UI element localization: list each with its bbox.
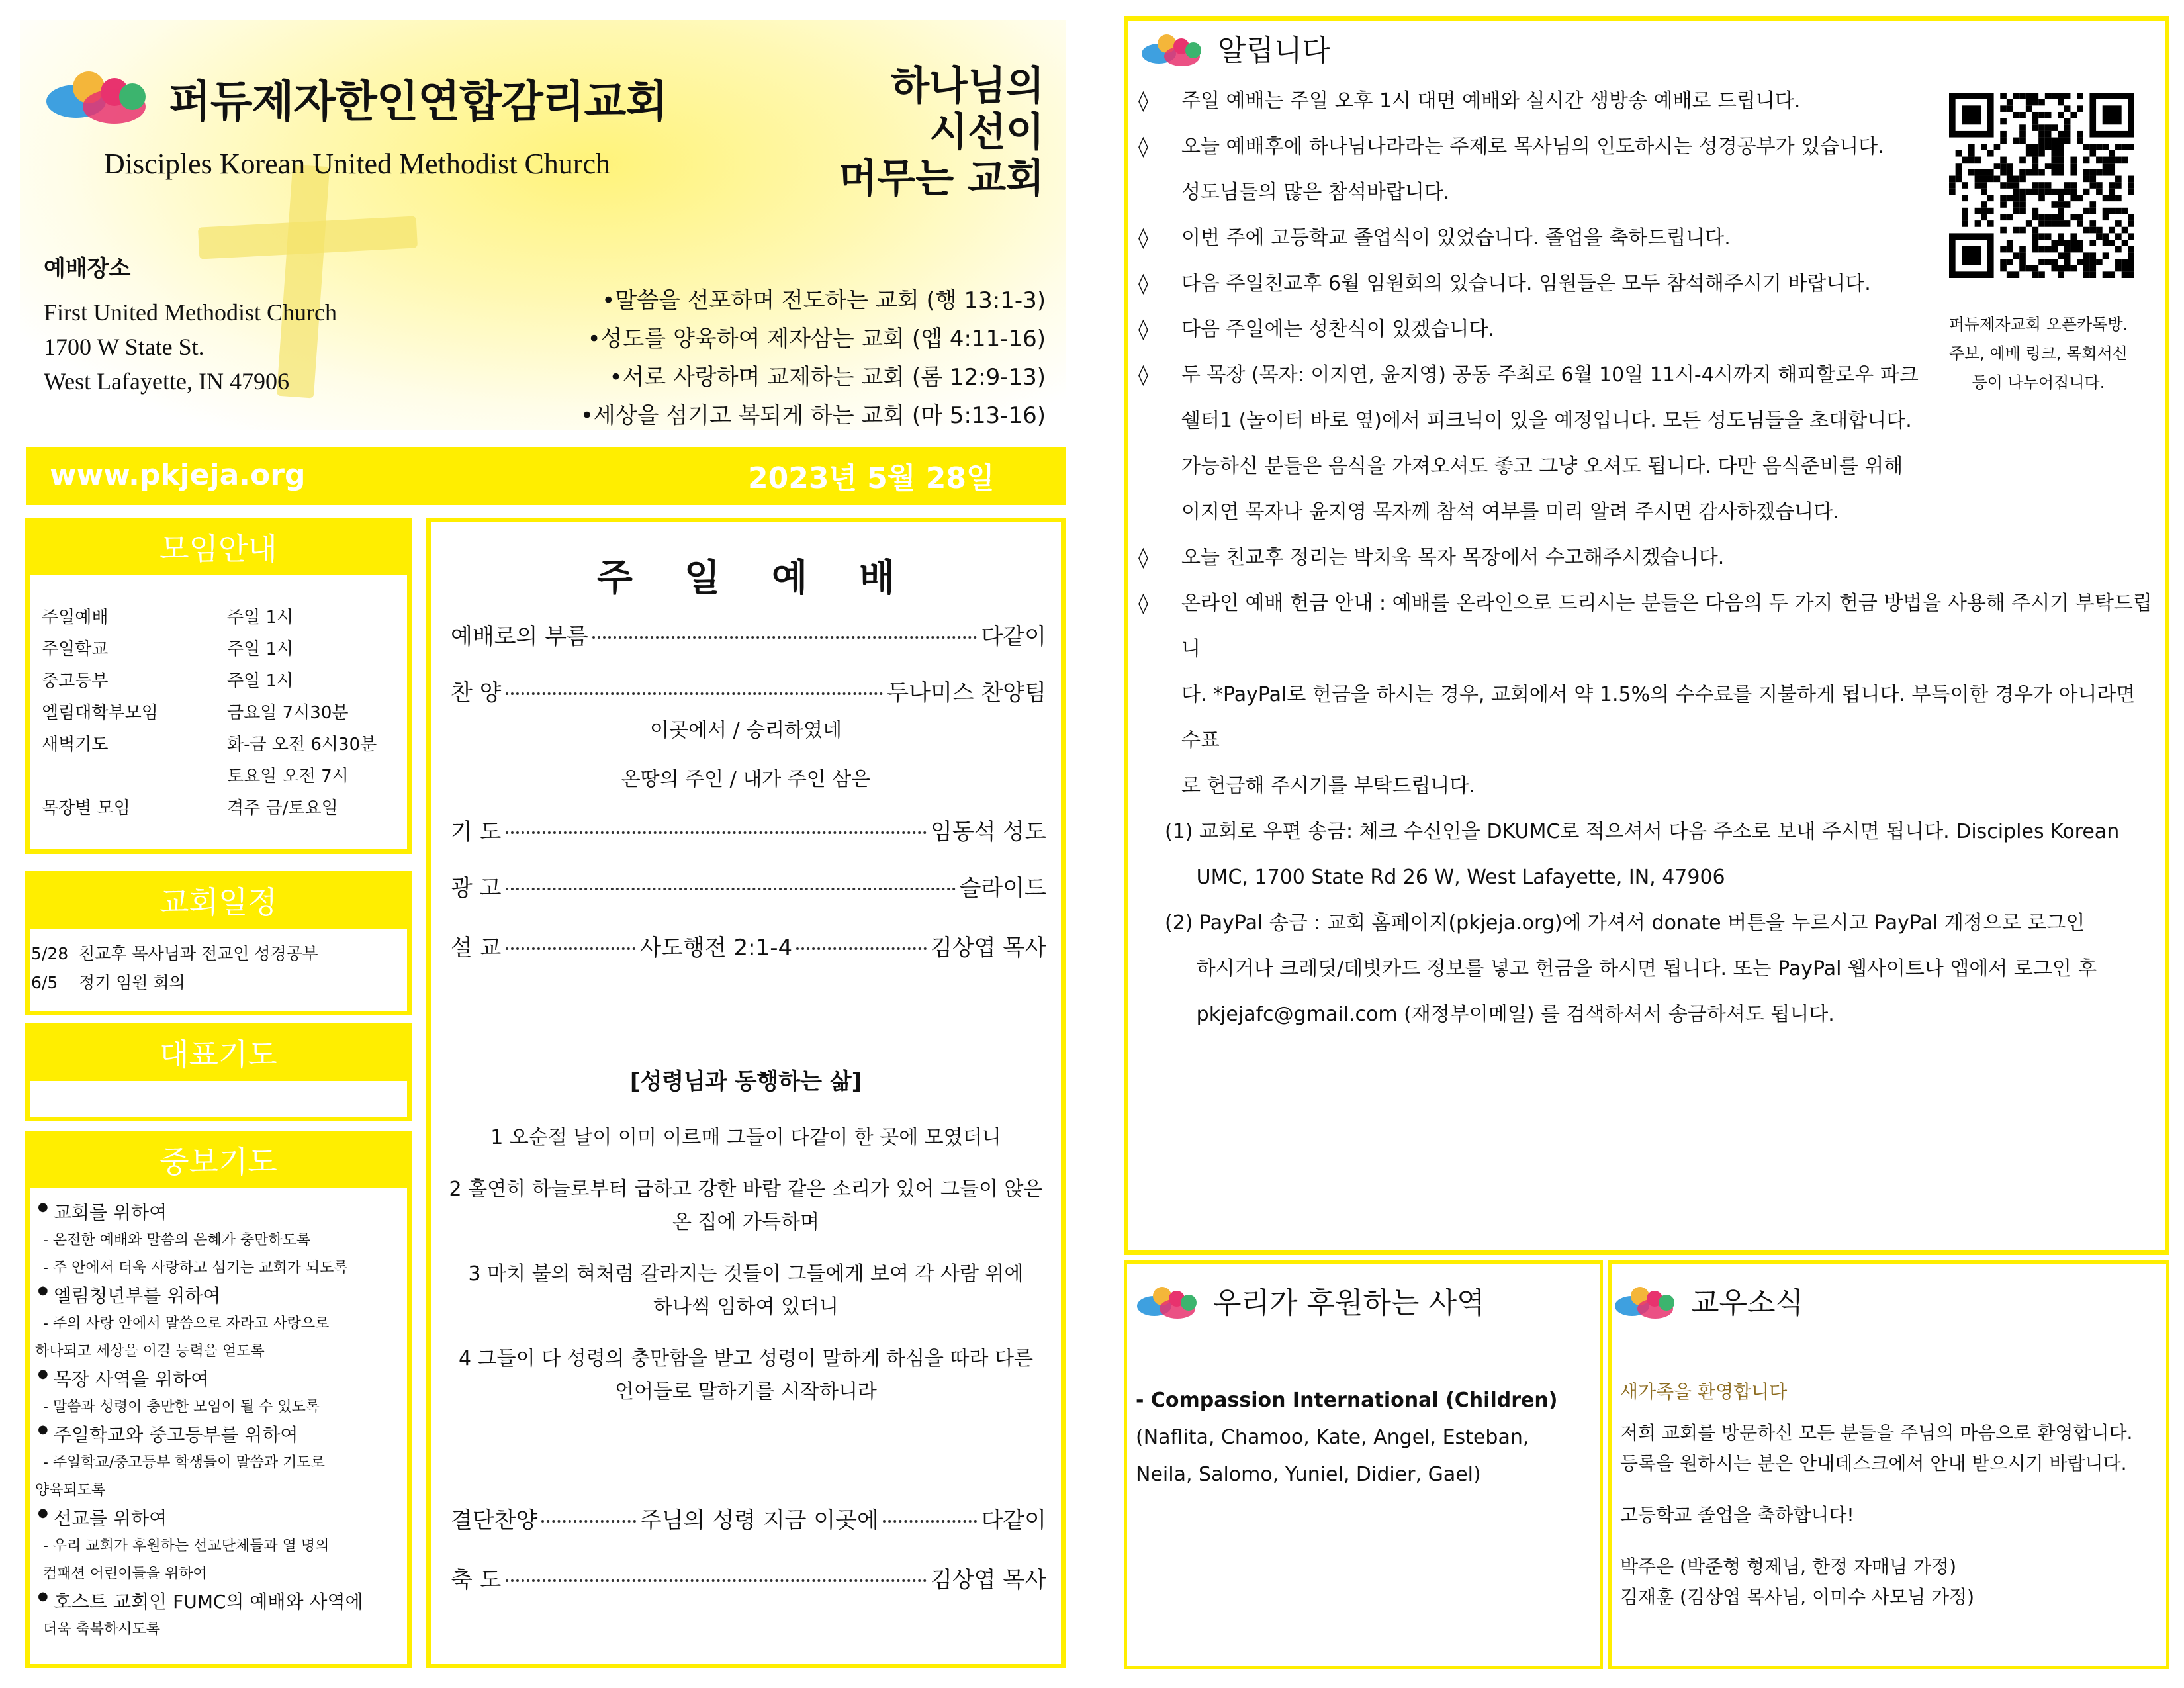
intercession-title: 중보기도 [30,1135,407,1188]
intercession-detail: - 우리 교회가 후원하는 선교단체들과 열 명의 [43,1538,330,1554]
schedule-event: 정기 임원 회의 [79,973,185,992]
meeting-row [42,792,399,824]
notice-line: 이번 주에 고등학교 졸업식이 있었습니다. 졸업을 축하드립니다. [1181,226,1731,250]
meeting-time: 격주 금/토요일 [227,798,338,818]
scripture-line: 온 집에 가득하며 [672,1211,819,1234]
intercession-topic-row [35,1199,406,1227]
scripture-line: 하나씩 임하여 있더니 [653,1295,839,1319]
church-logo-icon [1142,28,1205,68]
meeting-name: 엘림대학부모임 [42,703,158,723]
mission-line: •세상을 섬기고 복되게 하는 교회 (마 5:13-16) [580,402,1046,429]
leader-dots [883,1520,978,1523]
meetings-title: 모임안내 [30,522,407,575]
sermon-title: [성령님과 동행하는 삶] [629,1068,862,1095]
support-content [1136,1382,1592,1493]
intercession-list [35,1199,406,1644]
mission-line: •서로 사랑하며 교제하는 교회 (롬 12:9-13) [609,364,1046,391]
meeting-time: 금요일 7시30분 [227,703,349,723]
notices-header [1142,26,1330,69]
diamond-bullet-icon: ◊ [1138,363,1148,387]
qr-caption [1919,310,2158,397]
offering-method [1138,809,2158,900]
intercession-detail: 양육되도록 [35,1482,106,1499]
notice-line: 로 헌금해 주시기를 부탁드립니다. [1181,774,1475,798]
bullet-icon: ● [38,1200,48,1214]
qr-code-icon[interactable] [1949,93,2134,278]
welcome-line: 등록을 원하시는 분은 안내데스크에서 안내 받으시기 바랍니다. [1620,1452,2127,1474]
meeting-time: 토요일 오전 7시 [227,767,349,786]
worship-item-label: 찬 양 [451,680,502,706]
bullet-icon: ● [38,1284,48,1297]
notice-line: 주일 예배는 주일 오후 1시 대면 예배와 실시간 생방송 예배로 드립니다. [1181,89,1801,113]
song-line: 온땅의 주인 / 내가 주인 삼은 [621,768,871,791]
support-children-line: Neila, Salomo, Yuniel, Didier, Gael) [1136,1463,1481,1486]
mission-line: •말씀을 선포하며 전도하는 교회 (행 13:1-3) [602,287,1046,314]
scripture-text [431,1121,1061,1409]
church-logo-icon [1137,1280,1200,1320]
qr-caption-line: 등이 나누어집니다. [1972,373,2105,392]
worship-row-call [451,618,1046,651]
intercession-box [25,1131,412,1668]
notice-item [1138,581,2158,809]
address-line: West Lafayette, IN 47906 [44,368,289,395]
song-line: 이곳에서 / 승리하였네 [650,719,842,742]
offering-method-line: (2) PayPal 송금 : 교회 홈페이지(pkjeja.org)에 가셔서 donate 버튼을 누르시고 PayPal 계정으로 로그인 [1165,912,2085,935]
scripture-line: 4 그들이 다 성령의 충만함을 받고 성령이 말하게 하심을 따라 다른 [459,1347,1033,1370]
meeting-row [42,697,399,729]
intercession-detail: - 말씀과 성령이 충만한 모임이 될 수 있도록 [43,1399,320,1415]
intercession-detail: 컴패션 어린이들을 위하여 [43,1566,207,1582]
schedule-date: 5/28 [31,944,69,963]
notice-line: 이지연 목자나 윤지영 목자께 참석 여부를 미리 알려 주시면 감사하겠습니다. [1181,500,1839,524]
support-org: - Compassion International (Children) [1136,1389,1558,1412]
worship-order-box [426,518,1066,1668]
welcome-line: 저희 교회를 방문하신 모든 분들을 주님의 마음으로 환영합니다. [1620,1422,2133,1444]
leader-dots [506,692,884,695]
bullet-icon: ● [38,1423,48,1436]
graduate-line: 김재훈 (김상엽 목사님, 이미수 사모님 가정) [1620,1586,1975,1608]
intercession-detail: - 주 안에서 더욱 사랑하고 섬기는 교회가 되도록 [43,1260,348,1276]
meeting-name [42,761,227,792]
address-line: 1700 W State St. [44,334,205,360]
leader-dots [506,1579,927,1582]
offering-method [1138,900,2158,1037]
notice-item [1138,535,1919,581]
meeting-row [42,729,399,761]
notice-line: 두 목장 (목자: 이지연, 윤지영) 공동 주최로 6월 10일 11시-4시까지 해피할로우 파크 [1181,363,1919,387]
intercession-detail: 더욱 축복하시도록 [43,1621,161,1638]
worship-title: 주 일 예 배 [596,557,895,600]
qr-caption-line: 주보, 예배 링크, 목회서신 [1949,344,2128,363]
members-title: 교우소식 [1691,1286,1804,1320]
diamond-bullet-icon: ◊ [1138,592,1148,615]
worship-row-ads [451,870,1046,902]
notice-item [1138,124,1919,215]
meeting-name: 목장별 모임 [42,798,130,818]
worship-item-leader: 임동석 성도 [930,819,1046,845]
worship-item-leader: 두나미스 찬양팀 [887,680,1046,706]
intercession-topic-row [35,1505,406,1532]
support-title: 우리가 후원하는 사역 [1213,1286,1485,1320]
worship-item-label: 광 고 [451,875,502,902]
intercession-topic: 주일학교와 중고등부를 위하여 [54,1424,298,1446]
slogan-line: 하나님의 [891,63,1044,109]
graduation-heading: 고등학교 졸업을 축하합니다! [1620,1504,1854,1526]
scripture-line: 2 홀연히 하늘로부터 급하고 강한 바람 같은 소리가 있어 그들이 앉은 [449,1178,1043,1201]
slogan-line: 머무는 교회 [839,156,1044,202]
notice-item [1138,352,1919,535]
notice-line: 다음 주일친교후 6월 임원회의 있습니다. 임원들은 모두 참석해주시기 바랍니다. [1181,272,1871,295]
support-header [1137,1279,1485,1321]
intercession-topic: 교회를 위하여 [54,1201,167,1223]
website-url[interactable]: www.pkjeja.org [50,458,306,492]
schedule-title: 교회일정 [30,876,407,929]
scripture-line: 언어들로 말하기를 시작하니라 [615,1380,877,1403]
worship-item-label: 기 도 [451,819,502,845]
intercession-topic-row [35,1282,406,1310]
notice-line: 가능하신 분들은 음식을 가져오셔도 좋고 그냥 오셔도 됩니다. 다만 음식준비를 위해 [1181,455,1903,478]
church-slogan [839,63,1044,202]
meeting-name: 주일학교 [42,639,109,659]
slogan-line: 시선이 [929,109,1044,156]
church-name-korean: 퍼듀제자한인연합감리교회 [169,76,668,127]
notice-line: 다. *PayPal로 헌금을 하시는 경우, 교회에서 약 1.5%의 수수료를 지불하게 됩니다. 부득이한 경우가 아니라면 수표 [1181,683,2136,752]
offering-method-line: 하시거나 크레딧/데빗카드 정보를 넣고 헌금을 하시면 됩니다. 또는 PayPal 웹사이트나 앱에서 로그인 후 [1165,957,2097,980]
worship-row-hymn [451,675,1046,707]
worship-row-benediction [451,1562,1046,1594]
diamond-bullet-icon: ◊ [1138,226,1148,250]
worship-row-sermon [451,929,1046,962]
diamond-bullet-icon: ◊ [1138,272,1148,295]
worship-item-label: 결단찬양 [451,1507,538,1534]
worship-item-leader: 다같이 [981,624,1046,650]
intercession-detail: - 주의 사랑 안에서 말씀으로 자라고 사랑으로 [43,1315,330,1332]
bullet-icon: ● [38,1589,48,1603]
intercession-detail: 하나되고 세상을 이길 능력을 얻도록 [35,1343,265,1360]
diamond-bullet-icon: ◊ [1138,318,1148,341]
diamond-bullet-icon: ◊ [1138,135,1148,158]
meeting-time: 주일 1시 [227,639,294,659]
meetings-box [25,518,412,854]
notice-item [1138,215,1919,261]
offering-method-line: (1) 교회로 우편 송금: 체크 수신인을 DKUMC로 적으셔서 다음 주소로 보내 주시면 됩니다. Disciples Korean [1165,820,2120,843]
scripture-line: 1 오순절 날이 이미 이르매 그들이 다같이 한 곳에 모였더니 [490,1126,1001,1149]
meeting-row [42,633,399,665]
members-content [1620,1377,2163,1613]
sermon-scripture-ref: 사도행전 2:1-4 [639,935,793,961]
meeting-time: 주일 1시 [227,608,294,628]
mission-statements [580,281,1046,435]
notice-item [1138,306,1919,352]
intercession-topic: 엘림청년부를 위하여 [54,1285,221,1307]
notice-line: 다음 주일에는 성찬식이 있겠습니다. [1181,318,1494,341]
intercession-topic-row [35,1588,406,1616]
church-name-english: Disciples Korean United Methodist Church [104,148,610,180]
notice-line: 오늘 예배후에 하나님나라라는 주제로 목사님의 인도하시는 성경공부가 있습니다. [1181,135,1884,158]
intercession-topic-row [35,1421,406,1449]
offering-method-line: pkjejafc@gmail.com (재정부이메일) 를 검색하셔서 송금하셔도 됩니다. [1165,1003,1835,1026]
meeting-name: 새벽기도 [42,735,109,755]
intercession-topic: 호스트 교회인 FUMC의 예배와 사역에 [54,1591,363,1613]
intercession-topic-row [35,1366,406,1393]
notice-line: 쉘터1 (놀이터 바로 옆)에서 피크닉이 있을 예정입니다. 모든 성도님들을 초대합니다. [1181,409,1912,432]
closing-hymn-title: 주님의 성령 지금 이곳에 [639,1507,879,1534]
worship-item-label: 축 도 [451,1567,502,1593]
bulletin-date: 2023년 5월 28일 [748,461,995,495]
members-header [1615,1279,1803,1321]
meeting-row [42,665,399,697]
leader-dots [506,947,636,950]
worship-item-label: 예배로의 부름 [451,624,588,650]
worship-place-label: 예배장소 [44,256,131,282]
schedule-event: 친교후 목사님과 전교인 성경공부 [79,944,318,963]
notice-line: 성도님들의 많은 참석바랍니다. [1181,181,1450,204]
schedule-box [25,871,412,1015]
worship-row-closing-hymn [451,1502,1046,1534]
worship-item-leader: 슬라이드 [959,875,1046,902]
diamond-bullet-icon: ◊ [1138,546,1148,569]
schedule-date: 6/5 [31,973,58,992]
bullet-icon: ● [38,1367,48,1381]
schedule-row [31,968,402,998]
intercession-detail: - 온전한 예배와 말씀의 은혜가 충만하도록 [43,1232,311,1248]
welcome-heading: 새가족을 환영합니다 [1620,1381,1788,1403]
meeting-name: 중고등부 [42,671,109,691]
support-children-line: (Naflita, Chamoo, Kate, Angel, Esteban, [1136,1426,1529,1449]
intercession-topic: 선교를 위하여 [54,1507,167,1529]
qr-caption-line: 퍼듀제자교회 오픈카톡방. [1948,315,2128,334]
song-list [431,714,1061,796]
mission-line: •성도를 양육하여 제자삼는 교회 (엡 4:11-16) [587,326,1046,352]
intercession-topic: 목장 사역을 위하여 [54,1368,209,1390]
address-line: First United Methodist Church [44,299,337,326]
notices-title: 알립니다 [1218,34,1331,68]
leader-dots [592,636,978,639]
meetings-table [42,602,399,824]
meeting-time: 화-금 오전 6시30분 [227,735,377,755]
church-logo-icon [1615,1280,1678,1320]
schedule-list [31,939,402,998]
meeting-row [42,602,399,633]
graduate-line: 박주은 (박준형 형제님, 한정 자매님 가정) [1620,1556,1957,1577]
scripture-line: 3 마치 불의 혀처럼 갈라지는 것들이 그들에게 보여 각 사람 위에 [468,1262,1024,1286]
worship-place-address [44,295,337,399]
intercession-detail: - 주일학교/중고등부 학생들이 말씀과 기도로 [43,1454,325,1471]
meeting-row [42,761,399,792]
bullet-icon: ● [38,1506,48,1520]
worship-item-leader: 김상엽 목사 [930,935,1046,961]
worship-item-leader: 김상엽 목사 [930,1567,1046,1593]
notice-line: 온라인 예배 헌금 안내 : 예배를 온라인으로 드리시는 분들은 다음의 두 가지 헌금 방법을 사용해 주시기 부탁드립니 [1181,592,2152,661]
leader-dots [506,831,927,834]
schedule-row [31,939,402,968]
leader-dots [506,888,956,890]
worship-row-prayer [451,814,1046,846]
rep-prayer-title: 대표기도 [30,1028,407,1081]
leader-dots [541,1520,636,1523]
worship-item-label: 설 교 [451,935,502,961]
worship-item-leader: 다같이 [981,1507,1046,1534]
meeting-name: 주일예배 [42,608,109,628]
church-logo-icon [46,60,159,126]
notice-line: 오늘 친교후 정리는 박치욱 목자 목장에서 수고해주시겠습니다. [1181,546,1725,569]
rep-prayer-box [25,1023,412,1121]
leader-dots [796,947,927,950]
meeting-time: 주일 1시 [227,671,294,691]
notice-item [1138,261,1919,306]
diamond-bullet-icon: ◊ [1138,89,1148,113]
offering-method-line: UMC, 1700 State Rd 26 W, West Lafayette, IN, 47906 [1165,866,1725,889]
notice-item [1138,78,1919,124]
